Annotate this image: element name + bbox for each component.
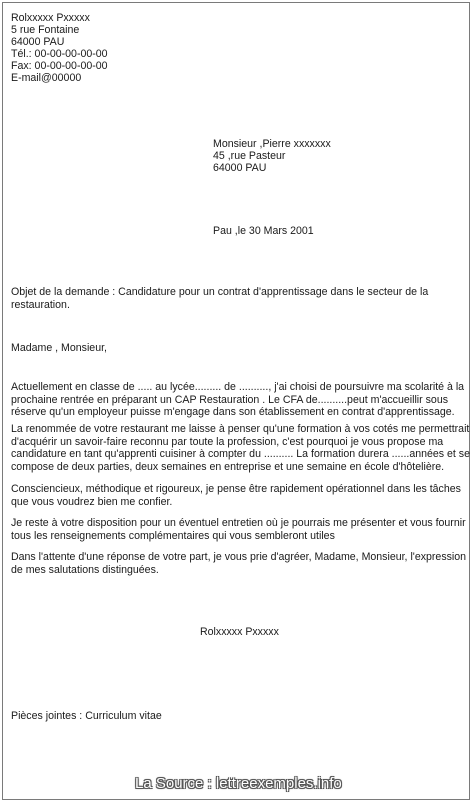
- body-line: de mes salutations distinguées.: [11, 563, 159, 576]
- sender-fax: Fax: 00-00-00-00-00: [11, 60, 108, 72]
- body-line: candidature en tant qu'apprenti cuisiner à compter du .......... La formation durera ......années et se: [11, 448, 470, 461]
- body-line: Dans l'attente d'une réponse de votre part, je vous prie d'agréer, Madame, Monsieur, l'expression: [11, 551, 467, 563]
- body-line: La renommée de votre restaurant me laisse à penser qu'une formation à vos cotés me permettrait: [11, 423, 470, 435]
- recipient-city: 64000 PAU: [213, 162, 267, 174]
- subject-line: Objet de la demande : Candidature pour un contrat d'apprentissage dans le secteur de la: [11, 286, 429, 298]
- body-line: d'acquérir un savoir-faire reconnu par toute la profession, c'est pourquoi je vous propose ma: [11, 435, 444, 448]
- subject-line: restauration.: [11, 298, 70, 311]
- body-paragraph-4: [11, 517, 467, 542]
- body-paragraph-2: [11, 423, 470, 473]
- body-paragraph-1: [11, 381, 467, 419]
- body-line: Actuellement en classe de ..... au lycée......... de .........., j'ai choisi de poursuivre ma scolarité à la: [11, 381, 465, 393]
- body-paragraph-3: [11, 483, 467, 508]
- sender-city: 64000 PAU: [11, 36, 65, 48]
- letter-page: [2, 2, 470, 800]
- recipient-name: Monsieur ,Pierre xxxxxxx: [213, 138, 331, 150]
- body-line: que vous voudrez bien me confier.: [11, 495, 173, 508]
- sender-phone: Tél.: 00-00-00-00-00: [11, 48, 108, 60]
- body-line: Je reste à votre disposition pour un éventuel entretien où je pourrais me présenter et vous fournir: [11, 517, 466, 529]
- sender-street: 5 rue Fontaine: [11, 24, 80, 36]
- body-line: réserve qu'un employeur puisse m'engage dans son établissement en contrat d'apprentissage.: [11, 406, 455, 419]
- source-caption: La Source : lettreexemples.info: [135, 775, 342, 792]
- letter-attachments: Pièces jointes : Curriculum vitae: [11, 710, 162, 722]
- sender-name: Rolxxxxx Pxxxxx: [11, 12, 90, 24]
- body-line: compose de deux parties, deux semaines en entreprise et une semaine en école d'hôtelière.: [11, 460, 445, 473]
- body-line: Consciencieux, méthodique et rigoureux, je pense être rapidement opérationnel dans les tâches: [11, 483, 461, 495]
- letter-signature: Rolxxxxx Pxxxxx: [200, 626, 279, 638]
- letter-date: Pau ,le 30 Mars 2001: [213, 225, 314, 237]
- body-line: prochaine rentrée en préparant un CAP Restauration . Le CFA de..........peut m'accueillir sous: [11, 393, 449, 406]
- body-line: tous les renseignements complémentaires qui vous sembleront utiles: [11, 529, 335, 542]
- letter-subject: [11, 286, 467, 311]
- recipient-street: 45 ,rue Pasteur: [213, 150, 286, 162]
- letter-salutation: Madame , Monsieur,: [11, 342, 107, 354]
- sender-email: E-mail@00000: [11, 72, 82, 84]
- body-paragraph-5: [11, 551, 467, 576]
